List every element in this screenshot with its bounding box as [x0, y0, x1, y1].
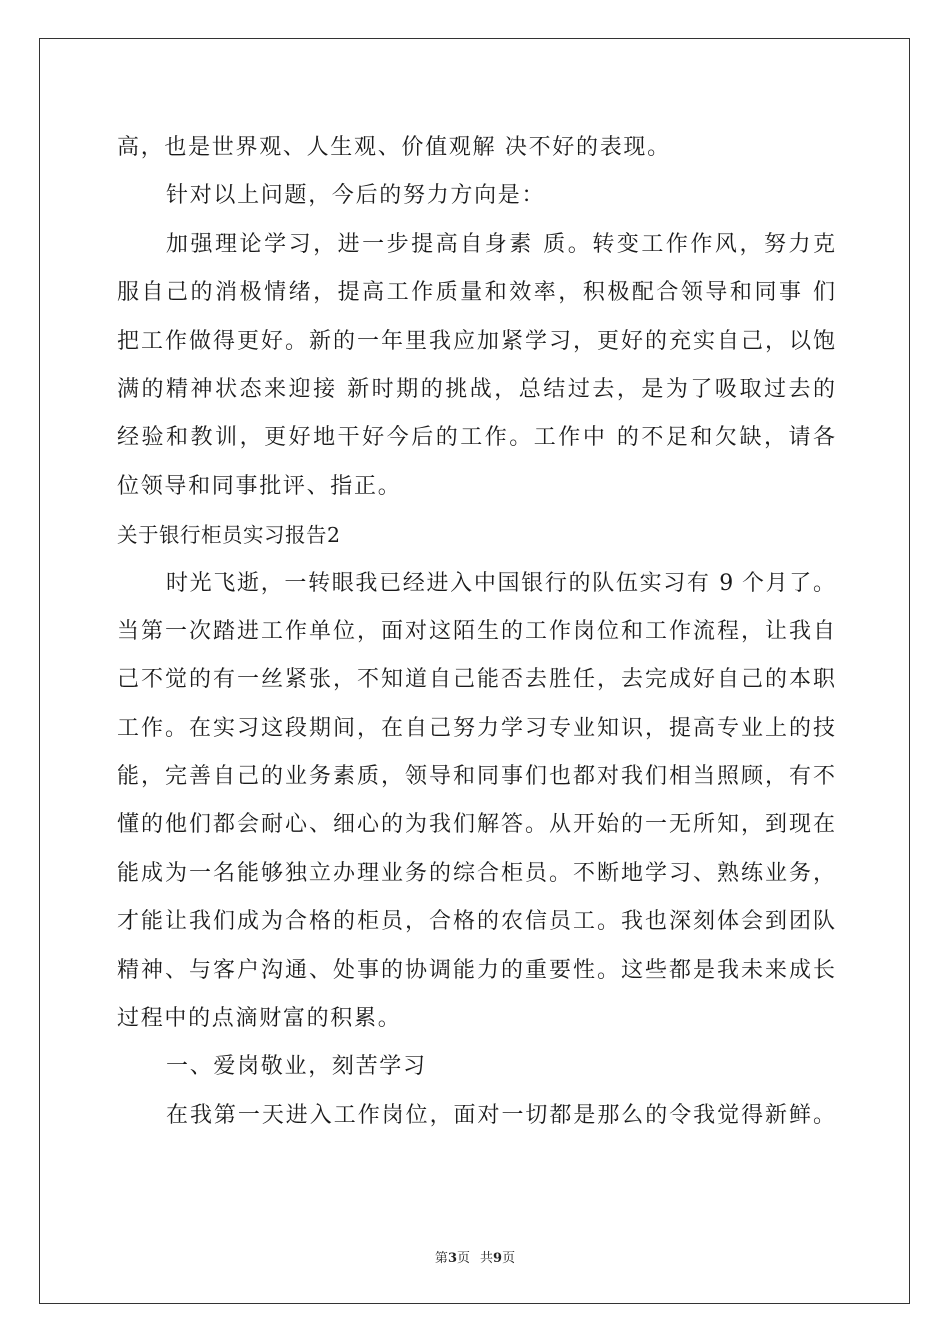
text-line: 高，也是世界观、人生观、价值观解 决不好的表现。 — [117, 135, 671, 160]
text-line: 己不觉的有一丝紧张，不知道自己能否去胜任，去完成好自己的本职 — [117, 667, 835, 693]
section-title: 关于银行柜员实习报告2 — [117, 523, 341, 548]
paragraph-first-line: 时光飞逝，一转眼我已经进入中国银行的队伍实习有 9 个月了。 — [166, 570, 835, 596]
subheading: 一、爱岗敬业，刻苦学习 — [166, 1054, 427, 1080]
total-label-suffix: 页 — [502, 1251, 516, 1266]
text-line: 精神、与客户沟通、处事的协调能力的重要性。这些都是我未来成长 — [117, 957, 835, 983]
text-line: 能，完善自己的业务素质，领导和同事们也都对我们相当照顾，有不 — [117, 764, 835, 790]
text-line: 能成为一名能够独立办理业务的综合柜员。不断地学习、熟练业务， — [117, 860, 835, 886]
text-line: 满的精神状态来迎接 新时期的挑战，总结过去，是为了吸取过去的 — [117, 376, 835, 402]
total-pages-number: 9 — [493, 1251, 503, 1266]
paragraph-first-line: 在我第一天进入工作岗位，面对一切都是那么的令我觉得新鲜。 — [166, 1102, 835, 1128]
text-line: 工作。在实习这段期间，在自己努力学习专业知识，提高专业上的技 — [117, 715, 835, 741]
total-label-prefix: 共 — [480, 1251, 494, 1266]
text-line: 位领导和同事批评、指正。 — [117, 473, 402, 499]
paragraph-first-line: 加强理论学习，进一步提高自身素 质。转变工作作风，努力克 — [166, 231, 835, 257]
document-body — [117, 130, 835, 1146]
text-line: 针对以上问题，今后的努力方向是： — [166, 183, 546, 209]
text-line: 懂的他们都会耐心、细心的为我们解答。从开始的一无所知，到现在 — [117, 812, 835, 838]
text-line: 服自己的消极情绪，提高工作质量和效率，积极配合领导和同事 们 — [117, 280, 835, 306]
text-line: 过程中的点滴财富的积累。 — [117, 1006, 402, 1032]
page-label-suffix: 页 — [456, 1251, 470, 1266]
text-line: 经验和教训，更好地干好今后的工作。工作中 的不足和欠缺，请各 — [117, 425, 835, 451]
current-page-number: 3 — [447, 1251, 457, 1266]
text-line: 把工作做得更好。新的一年里我应加紧学习，更好的充实自己，以饱 — [117, 328, 835, 354]
text-line: 才能让我们成为合格的柜员，合格的农信员工。我也深刻体会到团队 — [117, 909, 835, 935]
text-line: 当第一次踏进工作单位，面对这陌生的工作岗位和工作流程，让我自 — [117, 618, 835, 644]
page-label-prefix: 第 — [434, 1251, 448, 1266]
page-footer — [0, 1247, 950, 1266]
